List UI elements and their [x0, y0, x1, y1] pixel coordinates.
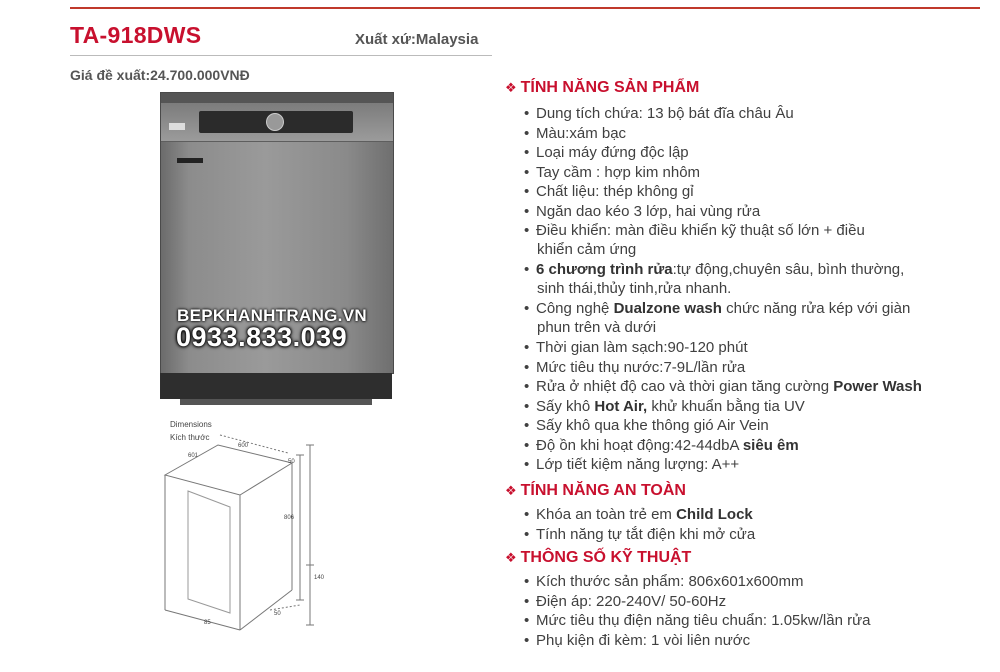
feature-item: • Sấy khô qua khe thông gió Air Vein — [524, 417, 769, 434]
feature-text: Sấy khô qua khe thông gió Air Vein — [536, 417, 769, 434]
dim-top: 50 — [288, 459, 295, 465]
feature-item: • Điều khiển: màn điều khiển kỹ thuật số lớn + điều — [524, 222, 865, 239]
feature-item: • Tay cầm : hợp kim nhôm — [524, 164, 701, 181]
features-title — [505, 79, 699, 97]
feature-text: Công nghệ — [536, 300, 614, 317]
feature-item: • Loại máy đứng độc lập — [524, 144, 689, 161]
feature-text: Màu:xám bạc — [536, 125, 627, 142]
feature-text: Tay cầm : hợp kim nhôm — [536, 164, 701, 181]
feature-bold: 6 chương trình rửa — [536, 261, 673, 278]
feature-item: • Chất liệu: thép không gỉ — [524, 183, 694, 200]
feature-text: Sấy khô — [536, 398, 595, 415]
product-image — [160, 92, 392, 410]
safety-text: Khóa an toàn trẻ em — [536, 506, 677, 523]
feature-item: • Công nghệ Dualzone wash chức năng rửa kép với giàn — [524, 300, 911, 317]
dim-width: 600 — [238, 443, 249, 449]
spec-text: Mức tiêu thụ điện năng tiêu chuẩn: 1.05kw/lần rửa — [536, 612, 871, 629]
feature-text: Độ ồn khi hoạt động:42-44dbA — [536, 437, 743, 454]
feature-continuation: phun trên và dưới — [537, 319, 657, 336]
spec-text: Điện áp: 220-240V/ 50-60Hz — [536, 593, 727, 610]
feature-text: Loại máy đứng độc lập — [536, 144, 689, 161]
spec-text: Kích thước sản phẩm: 806x601x600mm — [536, 573, 804, 590]
feature-bold: Dualzone wash — [613, 300, 722, 317]
spec-item: • Mức tiêu thụ điện năng tiêu chuẩn: 1.05kw/lần rửa — [524, 612, 871, 629]
top-divider — [70, 7, 980, 9]
feature-item: • Rửa ở nhiệt độ cao và thời gian tăng cường Power Wash — [524, 378, 922, 395]
control-knob — [266, 113, 284, 131]
features-title-text: TÍNH NĂNG SẢN PHẨM — [520, 79, 700, 96]
dim-kick: 50 — [274, 611, 281, 617]
spec-item: • Phụ kiện đi kèm: 1 vòi liên nước — [524, 632, 751, 649]
control-panel — [161, 103, 393, 142]
feature-bold: siêu êm — [742, 437, 799, 454]
feature-item: • Thời gian làm sạch:90-120 phút — [524, 339, 748, 356]
diamond-icon: ❖ — [505, 80, 517, 95]
feature-continuation: sinh thái,thủy tinh,rửa nhanh. — [537, 280, 732, 297]
spec-item: • Kích thước sản phẩm: 806x601x600mm — [524, 573, 804, 590]
dimensions-svg — [160, 415, 480, 650]
kickplate — [160, 373, 392, 399]
feature-continuation: khiển cảm ứng — [537, 241, 637, 258]
feature-item: • Độ ồn khi hoạt động:42-44dbA siêu êm — [524, 437, 799, 454]
feature-item: • Lớp tiết kiệm năng lượng: A++ — [524, 456, 740, 473]
feature-text: Điều khiển: màn điều khiển kỹ thuật số lớn + điều — [536, 222, 865, 239]
watermark-phone: 0933.833.039 — [176, 322, 348, 352]
dishwasher-top — [161, 93, 393, 103]
feature-bold: Power Wash — [833, 378, 922, 395]
feature-item: • Dung tích chứa: 13 bộ bát đĩa châu Âu — [524, 105, 794, 122]
header-underline — [70, 55, 492, 56]
model-title: TA-918DWS — [70, 22, 202, 48]
feature-text: Lớp tiết kiệm năng lượng: A++ — [536, 456, 740, 473]
dim-foot: 85 — [204, 620, 211, 626]
safety-bold: Child Lock — [676, 506, 753, 523]
dim-depth: 601 — [188, 453, 199, 459]
feature-item: • Mức tiêu thụ nước:7-9L/lần rửa — [524, 359, 746, 376]
feature-text: Rửa ở nhiệt độ cao và thời gian tăng cường — [536, 378, 834, 395]
specs-title — [505, 549, 691, 567]
feature-item: • Ngăn dao kéo 3 lớp, hai vùng rửa — [524, 203, 761, 220]
feature-bold: Hot Air, — [594, 398, 648, 415]
feature-item: • Màu:xám bạc — [524, 125, 627, 142]
price-label: Giá đề xuất:24.700.000VNĐ — [70, 67, 250, 83]
origin-label: Xuất xứ:Malaysia — [355, 31, 479, 48]
specs-title-text: THÔNG SỐ KỸ THUẬT — [520, 549, 692, 566]
feature-text: khử khuẩn bằng tia UV — [647, 398, 805, 415]
watermark-site: BEPKHANHTRANG.VN — [177, 306, 367, 325]
safety-title — [505, 482, 686, 500]
spec-item: • Điện áp: 220-240V/ 50-60Hz — [524, 593, 727, 610]
feet — [180, 399, 372, 405]
feature-text: :tự động,chuyên sâu, bình thường, — [672, 261, 905, 278]
safety-title-text: TÍNH NĂNG AN TOÀN — [520, 482, 686, 499]
dimensions-drawing — [160, 415, 480, 650]
feature-text: Chất liệu: thép không gỉ — [536, 183, 694, 200]
feature-item: • Sấy khô Hot Air, khử khuẩn bằng tia UV — [524, 398, 805, 415]
diamond-icon: ❖ — [505, 550, 517, 565]
feature-text: chức năng rửa kép với giàn — [721, 300, 911, 317]
feature-text: Thời gian làm sạch:90-120 phút — [536, 339, 748, 356]
dim-gap: 140 — [314, 575, 325, 581]
dim-height: 806 — [284, 515, 295, 521]
feature-text: Mức tiêu thụ nước:7-9L/lần rửa — [536, 359, 746, 376]
dimensions-title-vi: Kích thước — [170, 433, 210, 442]
spec-text: Phụ kiện đi kèm: 1 vòi liên nước — [536, 632, 751, 649]
dimensions-title-en: Dimensions — [170, 420, 212, 429]
door-logo — [177, 158, 203, 163]
safety-text: Tính năng tự tắt điện khi mở cửa — [536, 526, 756, 543]
brand-badge — [169, 123, 185, 130]
safety-item: • Tính năng tự tắt điện khi mở cửa — [524, 526, 756, 543]
safety-item: • Khóa an toàn trẻ em Child Lock — [524, 506, 753, 523]
feature-text: Dung tích chứa: 13 bộ bát đĩa châu Âu — [536, 105, 794, 122]
diamond-icon: ❖ — [505, 483, 517, 498]
feature-item: • 6 chương trình rửa:tự động,chuyên sâu, bình thường, — [524, 261, 905, 278]
feature-text: Ngăn dao kéo 3 lớp, hai vùng rửa — [536, 203, 761, 220]
